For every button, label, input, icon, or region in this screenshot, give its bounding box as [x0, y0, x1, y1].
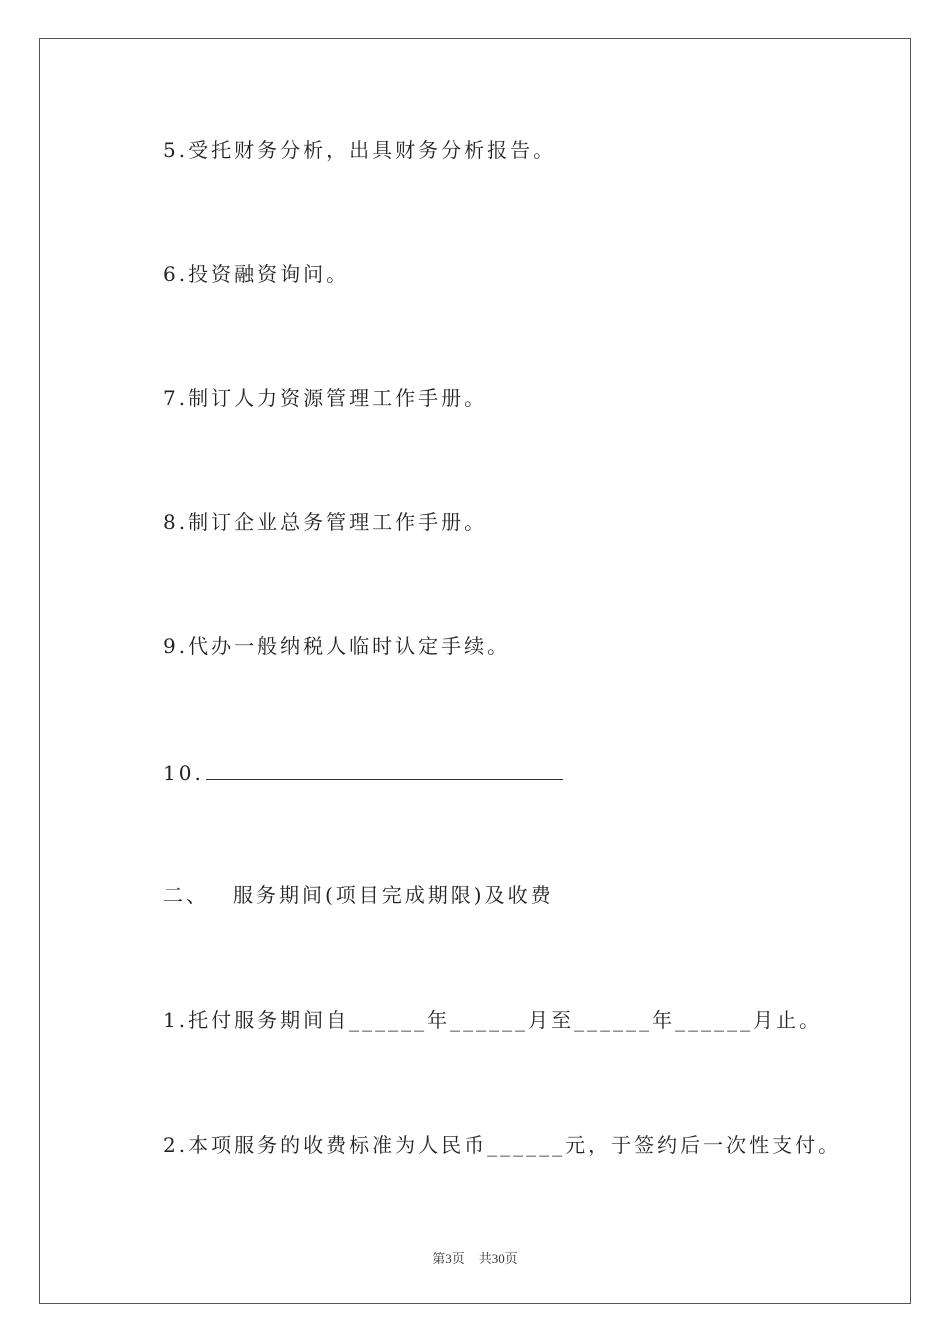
list-item-7: 7.制订人力资源管理工作手册。 — [163, 386, 488, 410]
page-border — [39, 38, 911, 1304]
clause-1: 1.托付服务期间自______年______月至______年______月止。 — [163, 1008, 823, 1032]
section-heading — [163, 883, 554, 907]
clause-2: 2.本项服务的收费标准为人民币______元，于签约后一次性支付。 — [163, 1133, 842, 1157]
section-number: 二、 — [163, 883, 209, 907]
page-number-current: 第3页 — [432, 1251, 465, 1266]
list-item-10 — [163, 759, 563, 785]
fill-in-blank-line — [206, 759, 563, 780]
page-footer — [0, 1248, 950, 1267]
list-item-5: 5.受托财务分析，出具财务分析报告。 — [163, 138, 557, 162]
list-item-9: 9.代办一般纳税人临时认定手续。 — [163, 634, 511, 658]
section-title: 服务期间(项目完成期限)及收费 — [233, 883, 554, 907]
list-item-8: 8.制订企业总务管理工作手册。 — [163, 510, 488, 534]
list-item-10-label: 10. — [163, 761, 204, 785]
page-number-total: 共30页 — [478, 1251, 518, 1266]
list-item-6: 6.投资融资询问。 — [163, 262, 350, 286]
